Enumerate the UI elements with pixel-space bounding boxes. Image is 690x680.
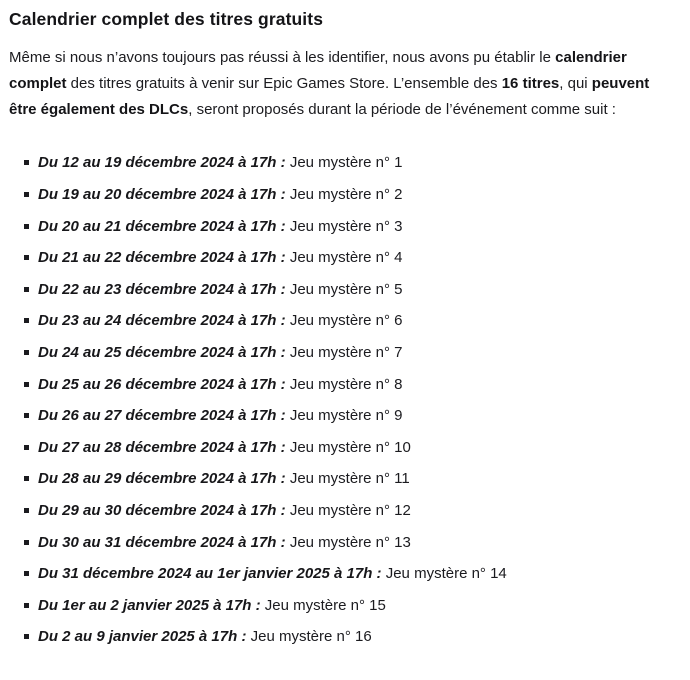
- item-label: Jeu mystère n° 7: [289, 343, 403, 361]
- item-date: Du 22 au 23 décembre 2024 à 17h :: [38, 280, 286, 298]
- item-date: Du 21 au 22 décembre 2024 à 17h :: [38, 249, 286, 267]
- list-item: [24, 217, 680, 237]
- item-label: Jeu mystère n° 14: [385, 565, 507, 583]
- item-label: Jeu mystère n° 12: [289, 501, 411, 519]
- item-date: Du 19 au 20 décembre 2024 à 17h :: [38, 185, 286, 203]
- list-item: [24, 406, 680, 426]
- item-label: Jeu mystère n° 3: [289, 217, 403, 235]
- item-date: Du 20 au 21 décembre 2024 à 17h :: [38, 217, 286, 235]
- intro-bold-16-titres: 16 titres: [501, 74, 560, 92]
- item-date: Du 1er au 2 janvier 2025 à 17h :: [38, 596, 261, 614]
- item-date: Du 23 au 24 décembre 2024 à 17h :: [38, 312, 286, 330]
- item-label: Jeu mystère n° 2: [289, 185, 403, 203]
- item-label: Jeu mystère n° 10: [289, 438, 411, 456]
- item-date: Du 25 au 26 décembre 2024 à 17h :: [38, 375, 286, 393]
- list-item: [24, 438, 680, 458]
- item-label: Jeu mystère n° 6: [289, 312, 403, 330]
- list-item: [24, 248, 680, 268]
- intro-bold-calendrier: calendrier complet: [9, 49, 627, 92]
- list-item: [24, 564, 680, 584]
- list-item: [24, 280, 680, 300]
- item-label: Jeu mystère n° 11: [289, 470, 410, 488]
- list-item: [24, 153, 680, 173]
- list-item: [24, 311, 680, 331]
- item-label: Jeu mystère n° 9: [289, 407, 403, 425]
- intro-text-2: des titres gratuits à venir sur Epic Games Store. L’ensemble des: [66, 74, 502, 92]
- list-item: [24, 343, 680, 363]
- item-date: Du 26 au 27 décembre 2024 à 17h :: [38, 407, 286, 425]
- item-date: Du 2 au 9 janvier 2025 à 17h :: [38, 628, 247, 646]
- list-item: [24, 596, 680, 616]
- item-label: Jeu mystère n° 8: [289, 375, 403, 393]
- intro-text-3: , qui: [559, 74, 592, 92]
- list-item: [24, 185, 680, 205]
- list-item: [24, 533, 680, 553]
- item-date: Du 24 au 25 décembre 2024 à 17h :: [38, 343, 286, 361]
- intro-text-4: , seront proposés durant la période de l’événement comme suit :: [188, 100, 616, 118]
- item-date: Du 27 au 28 décembre 2024 à 17h :: [38, 438, 286, 456]
- list-item: [24, 375, 680, 395]
- item-date: Du 30 au 31 décembre 2024 à 17h :: [38, 533, 286, 551]
- list-item: [24, 627, 680, 647]
- schedule-list: [9, 153, 680, 647]
- intro-bold-dlcs: peuvent être également des DLCs: [9, 74, 650, 118]
- item-date: Du 28 au 29 décembre 2024 à 17h :: [38, 470, 286, 488]
- item-date: Du 29 au 30 décembre 2024 à 17h :: [38, 501, 286, 519]
- intro-paragraph: [9, 45, 661, 122]
- intro-text-1: Même si nous n’avons toujours pas réussi à les identifier, nous avons pu établir le: [9, 49, 556, 66]
- item-label: Jeu mystère n° 1: [289, 154, 403, 172]
- item-label: Jeu mystère n° 16: [250, 628, 372, 646]
- list-item: [24, 501, 680, 521]
- item-date: Du 31 décembre 2024 au 1er janvier 2025 à 17h :: [38, 565, 382, 583]
- item-label: Jeu mystère n° 4: [289, 249, 403, 267]
- item-date: Du 12 au 19 décembre 2024 à 17h :: [38, 154, 286, 172]
- item-label: Jeu mystère n° 13: [289, 533, 411, 551]
- list-item: [24, 469, 680, 489]
- page-title: Calendrier complet des titres gratuits: [9, 9, 324, 29]
- item-label: Jeu mystère n° 15: [264, 596, 386, 614]
- item-label: Jeu mystère n° 5: [289, 280, 403, 298]
